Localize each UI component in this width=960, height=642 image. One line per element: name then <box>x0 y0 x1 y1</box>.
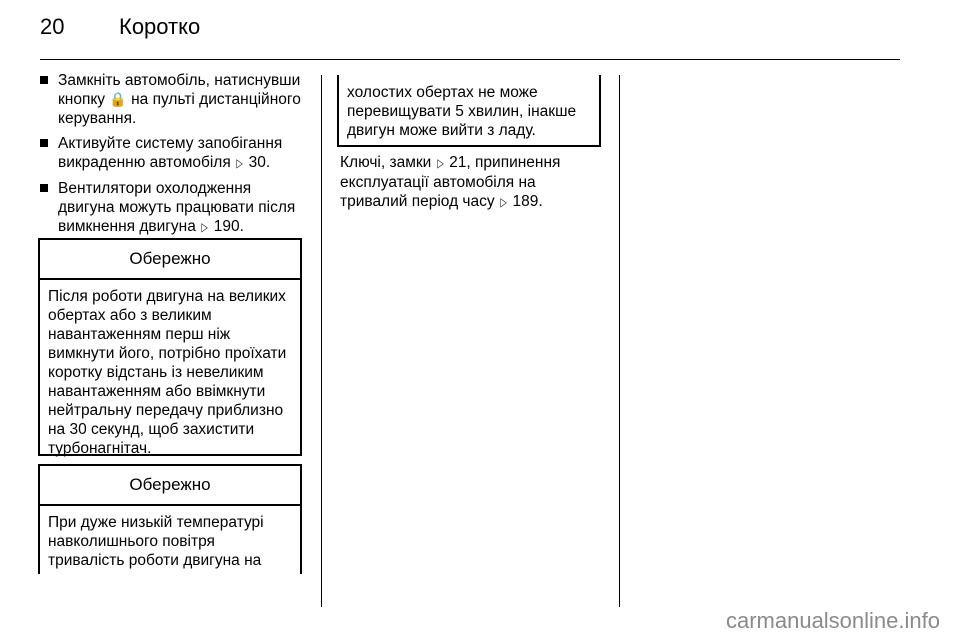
page-title: Коротко <box>119 14 201 39</box>
caution-body: Після роботи двигуна на великих обертах або з великим навантаженням перш ніж вимкнути його, потрібно проїхати коротку відстань із невеликим навантаженням або ввімкнути нейтральну передачу приблизно на 30 секунд, щоб захистити турбонагнітач. <box>48 288 287 457</box>
caution-title: Обережно <box>40 240 300 280</box>
page-reference-link[interactable]: 190. <box>213 218 244 235</box>
bullet-square-icon <box>40 184 48 192</box>
list-item <box>40 134 304 173</box>
column-rule-2 <box>619 75 620 607</box>
page-reference-icon: ▷ <box>201 220 209 234</box>
list-item <box>40 71 304 128</box>
caution-box <box>38 464 302 574</box>
cross-reference-text: Ключі, замки <box>340 154 432 171</box>
caution-box <box>38 238 302 456</box>
cross-reference-paragraph <box>340 153 604 212</box>
header-rule <box>40 59 900 60</box>
caution-continuation-box <box>337 75 601 147</box>
page-reference-link[interactable]: 21, припинення експлуатації автомобіля на тривалий період часу <box>340 154 561 210</box>
watermark: carmanualsonline.info <box>725 608 940 633</box>
bullet-square-icon <box>40 139 48 147</box>
bullet-text: Вентилятори охолодження двигуна можуть працювати після вимкнення двигуна <box>58 180 296 235</box>
lock-icon: 🔒 <box>109 91 127 107</box>
page-reference-link[interactable]: 30. <box>248 154 271 171</box>
page-reference-link[interactable]: 189. <box>512 193 543 210</box>
bullet-text: на пульті дистанційного керування. <box>58 91 301 127</box>
list-item <box>40 179 304 237</box>
bullet-square-icon <box>40 76 48 84</box>
page-reference-icon: ▷ <box>500 195 507 209</box>
bullet-text: Активуйте систему запобігання викраденню автомобіля <box>58 135 283 171</box>
column-rule-1 <box>321 75 322 607</box>
bullet-text: Замкніть автомобіль, натиснувши кнопку <box>58 72 301 108</box>
page-reference-icon: ▷ <box>437 156 444 170</box>
caution-continuation-text: холостих обертах не може перевищувати 5 хвилин, інакше двигун може вийти з ладу. <box>347 84 577 139</box>
bullet-list <box>40 71 304 243</box>
caution-body: При дуже низькій температурі навколишнього повітря тривалість роботи двигуна на <box>48 514 264 569</box>
page-number: 20 <box>40 14 65 39</box>
page-reference-icon: ▷ <box>236 156 243 170</box>
caution-title: Обережно <box>40 466 300 506</box>
